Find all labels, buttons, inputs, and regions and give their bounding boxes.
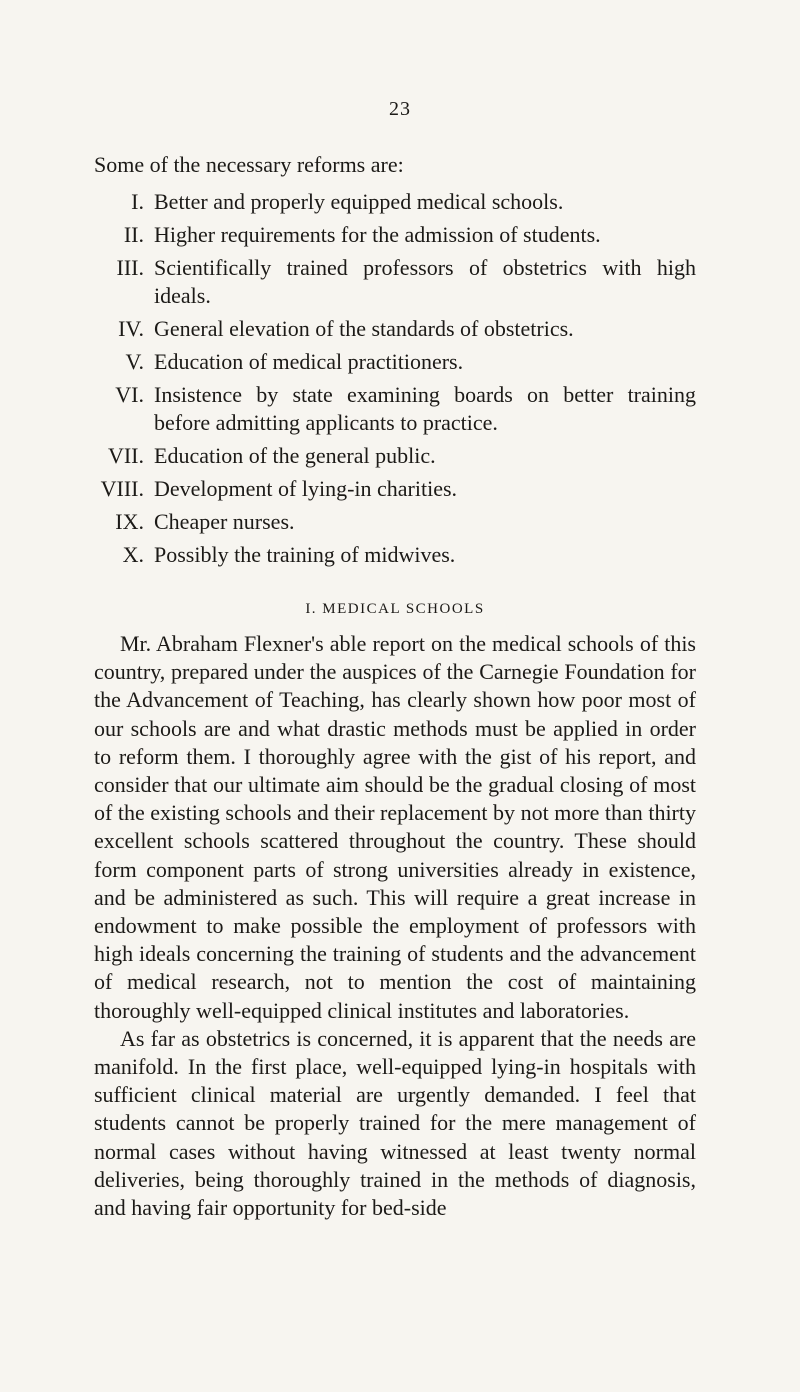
body-paragraph: As far as obstetrics is concerned, it is apparent that the needs are manifold. In the first place, well-equipped lying-in hospitals with sufficient clinical material are urgently demanded. I feel that students cannot be properly trained for the mere management of normal cases without having witnessed at least twenty normal deliveries, being thoroughly trained in the methods of diagnosis, and having fair opportunity for bed-side <box>94 1025 696 1221</box>
page-number: 23 <box>389 98 411 120</box>
list-item-number: VII. <box>107 443 144 468</box>
page-content <box>94 150 696 1222</box>
list-item-text: Higher requirements for the admission of students. <box>154 222 601 247</box>
list-item <box>94 315 696 343</box>
body-paragraph: Mr. Abraham Flexner's able report on the medical schools of this country, prepared under the auspices of the Carnegie Foundation for the Advancement of Teaching, has clearly shown how poor most of our schools are and what drastic methods must be applied in order to reform them. I thoroughly agree with the gist of his report, and consider that our ultimate aim should be the gradual closing of most of the existing schools and their replacement by not more than thirty excellent schools scattered throughout the country. These should form component parts of strong universities already in existence, and be administered as such. This will require a great increase in endowment to make possible the employment of professors with high ideals concerning the training of students and the advancement of medical research, not to mention the cost of maintaining thoroughly well-equipped clinical institutes and laboratories. <box>94 631 696 1023</box>
list-item-text: Possibly the training of midwives. <box>154 542 456 567</box>
list-item-number: VIII. <box>100 476 144 501</box>
list-item <box>94 221 696 249</box>
list-item-text: Education of medical practitioners. <box>154 349 464 374</box>
reform-list <box>94 188 696 569</box>
list-item-text: Insistence by state examining boards on better training before admitting applicants to practice. <box>154 382 696 435</box>
list-item-number: VI. <box>115 382 144 407</box>
list-item-text: Better and properly equipped medical schools. <box>154 189 564 214</box>
list-item-number: X. <box>122 542 144 567</box>
list-item <box>94 188 696 216</box>
reforms-intro: Some of the necessary reforms are: <box>94 152 404 177</box>
list-item <box>94 508 696 536</box>
list-item-text: Development of lying-in charities. <box>154 476 458 501</box>
list-item <box>94 254 696 310</box>
list-item-text: Cheaper nurses. <box>154 509 295 534</box>
list-item <box>94 348 696 376</box>
list-item <box>94 475 696 503</box>
list-item <box>94 541 696 569</box>
list-item-text: Education of the general public. <box>154 443 436 468</box>
list-item-text: General elevation of the standards of obstetrics. <box>154 316 574 341</box>
list-item-number: III. <box>116 255 144 280</box>
list-item <box>94 442 696 470</box>
section-heading: I. MEDICAL SCHOOLS <box>305 601 485 617</box>
list-item-number: IX. <box>115 509 144 534</box>
list-item-text: Scientifically trained professors of obstetrics with high ideals. <box>154 255 696 308</box>
list-item-number: I. <box>131 189 144 214</box>
list-item <box>94 381 696 437</box>
list-item-number: IV. <box>118 316 144 341</box>
list-item-number: V. <box>125 349 144 374</box>
list-item-number: II. <box>123 222 144 247</box>
